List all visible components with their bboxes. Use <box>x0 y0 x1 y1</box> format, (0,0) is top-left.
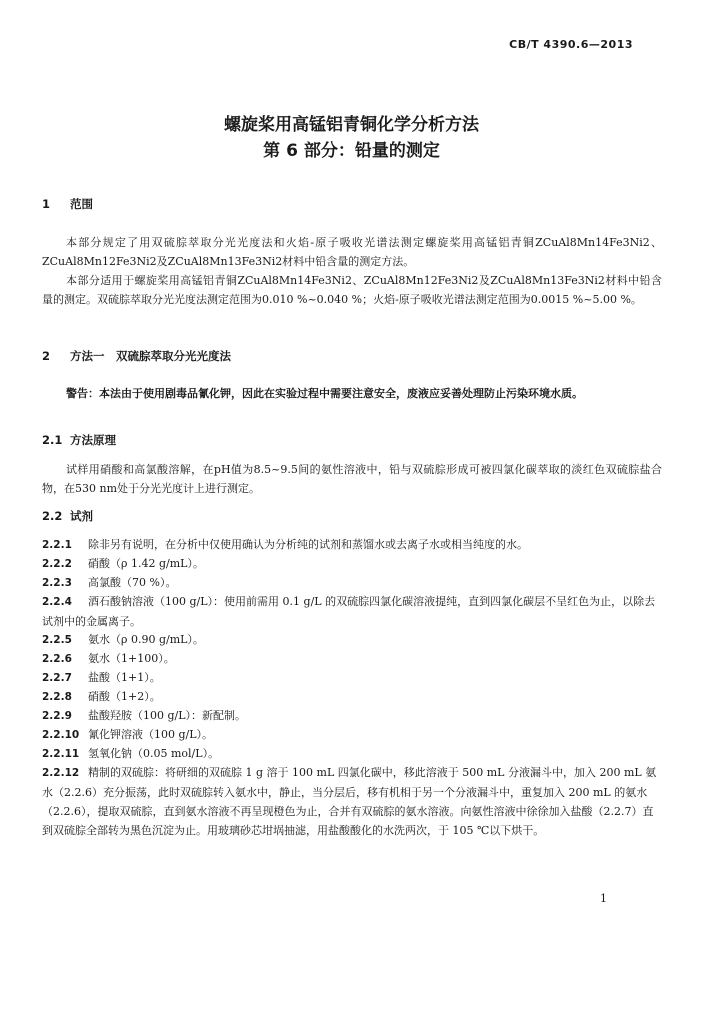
reagent-text: 硝酸（1+2）。 <box>88 690 161 703</box>
reagent-text: 精制的双硫腙：将研细的双硫腙 1 g 溶于 100 mL 四氯化碳中，移此溶液于 500 mL 分液漏斗中，加入 200 mL 氨水（2.2.6）充分振荡，此时双硫腙转入氨水中，静止，当分层后，移有机相于另一个分液漏斗中，重复加入 200 mL 的氨水（2.2.6），提取双硫腙，直到氨水溶液不再呈现橙色为止，合并有双硫腙的氨水溶液。向氨性溶液中徐徐加入盐酸（2.2.7）直到双硫腙全部转为黑色沉淀为止。用玻璃砂芯坩埚抽滤，用盐酸酸化的水洗两次，于 105 ℃以下烘干。 <box>42 766 657 837</box>
reagent-item <box>42 763 662 840</box>
reagent-item <box>42 687 662 707</box>
reagent-text: 氢氧化钠（0.05 mol/L）。 <box>88 747 220 760</box>
reagent-number: 2.2.5 <box>42 634 72 646</box>
principle-paragraph: 试样用硝酸和高氯酸溶解，在pH值为8.5~9.5间的氨性溶液中，铅与双硫腙形成可被四氯化碳萃取的淡红色双硫腙盐合物，在530 nm处于分光光度计上进行测定。 <box>42 463 662 495</box>
section-2-heading <box>42 348 231 364</box>
reagent-item <box>42 573 662 593</box>
reagent-text: 盐酸（1+1）。 <box>88 671 161 684</box>
section-1-heading <box>42 196 93 212</box>
reagent-number: 2.2.11 <box>42 748 80 760</box>
reagent-text: 氨水（1+100）。 <box>88 652 175 665</box>
reagent-text: 酒石酸钠溶液（100 g/L）：使用前需用 0.1 g/L 的双硫腙四氯化碳溶液提纯，直到四氯化碳层不呈红色为止，以除去试剂中的金属离子。 <box>42 595 656 628</box>
section-2-1-heading <box>42 432 116 448</box>
reagent-item <box>42 725 662 745</box>
reagent-item <box>42 744 662 764</box>
section-number: 2.2 <box>42 509 63 523</box>
reagent-text: 高氯酸（70 %）。 <box>88 576 177 589</box>
reagent-number: 2.2.3 <box>42 577 72 589</box>
reagent-item <box>42 668 662 688</box>
reagent-item <box>42 554 662 574</box>
section-title: 范围 <box>70 197 93 211</box>
section-number: 2.1 <box>42 433 63 447</box>
section-number: 2 <box>42 349 51 363</box>
reagent-text: 氰化钾溶液（100 g/L）。 <box>88 728 214 741</box>
section-title: 试剂 <box>70 509 93 523</box>
reagent-text: 盐酸羟胺（100 g/L）：新配制。 <box>88 709 247 722</box>
reagent-number: 2.2.6 <box>42 653 72 665</box>
standard-code: CB/T 4390.6—2013 <box>509 38 633 51</box>
section-2-2-heading <box>42 508 93 524</box>
scope-paragraph-1: 本部分规定了用双硫腙萃取分光光度法和火焰-原子吸收光谱法测定螺旋桨用高锰铝青铜ZCuAl8Mn14Fe3Ni2、ZCuAl8Mn12Fe3Ni2及ZCuAl8Mn13Fe3Ni2材料中铅含量的测定方法。 <box>42 236 662 268</box>
section-number: 1 <box>42 197 51 211</box>
reagent-number: 2.2.8 <box>42 691 72 703</box>
reagent-item <box>42 630 662 650</box>
page-number: 1 <box>600 892 607 905</box>
reagent-number: 2.2.1 <box>42 539 72 551</box>
reagent-number: 2.2.10 <box>42 729 80 741</box>
reagent-item <box>42 535 662 555</box>
reagent-item <box>42 706 662 726</box>
warning-paragraph: 警告：本法由于使用剧毒品氰化钾，因此在实验过程中需要注意安全，废液应妥善处理防止污染环境水质。 <box>66 387 583 400</box>
reagent-number: 2.2.9 <box>42 710 72 722</box>
reagent-text: 硝酸（ρ 1.42 g/mL）。 <box>88 557 204 570</box>
document-title: 螺旋桨用高锰铝青铜化学分析方法 <box>224 115 479 135</box>
reagent-number: 2.2.12 <box>42 767 80 779</box>
document-subtitle: 第 6 部分：铅量的测定 <box>263 141 440 161</box>
section-title: 方法一 双硫腙萃取分光光度法 <box>70 349 231 363</box>
reagent-number: 2.2.4 <box>42 596 72 608</box>
reagent-number: 2.2.2 <box>42 558 72 570</box>
reagent-item <box>42 592 662 631</box>
reagent-item <box>42 649 662 669</box>
reagent-text: 氨水（ρ 0.90 g/mL）。 <box>88 633 204 646</box>
scope-paragraph-2: 本部分适用于螺旋桨用高锰铝青铜ZCuAl8Mn14Fe3Ni2、ZCuAl8Mn12Fe3Ni2及ZCuAl8Mn13Fe3Ni2材料中铅含量的测定。双硫腙萃取分光光度法测定范围为0.010 %~0.040 %；火焰-原子吸收光谱法测定范围为0.0015 %~5.00 %。 <box>42 274 662 306</box>
section-title: 方法原理 <box>70 433 116 447</box>
reagent-text: 除非另有说明，在分析中仅使用确认为分析纯的试剂和蒸馏水或去离子水或相当纯度的水。 <box>88 538 528 551</box>
reagent-number: 2.2.7 <box>42 672 72 684</box>
